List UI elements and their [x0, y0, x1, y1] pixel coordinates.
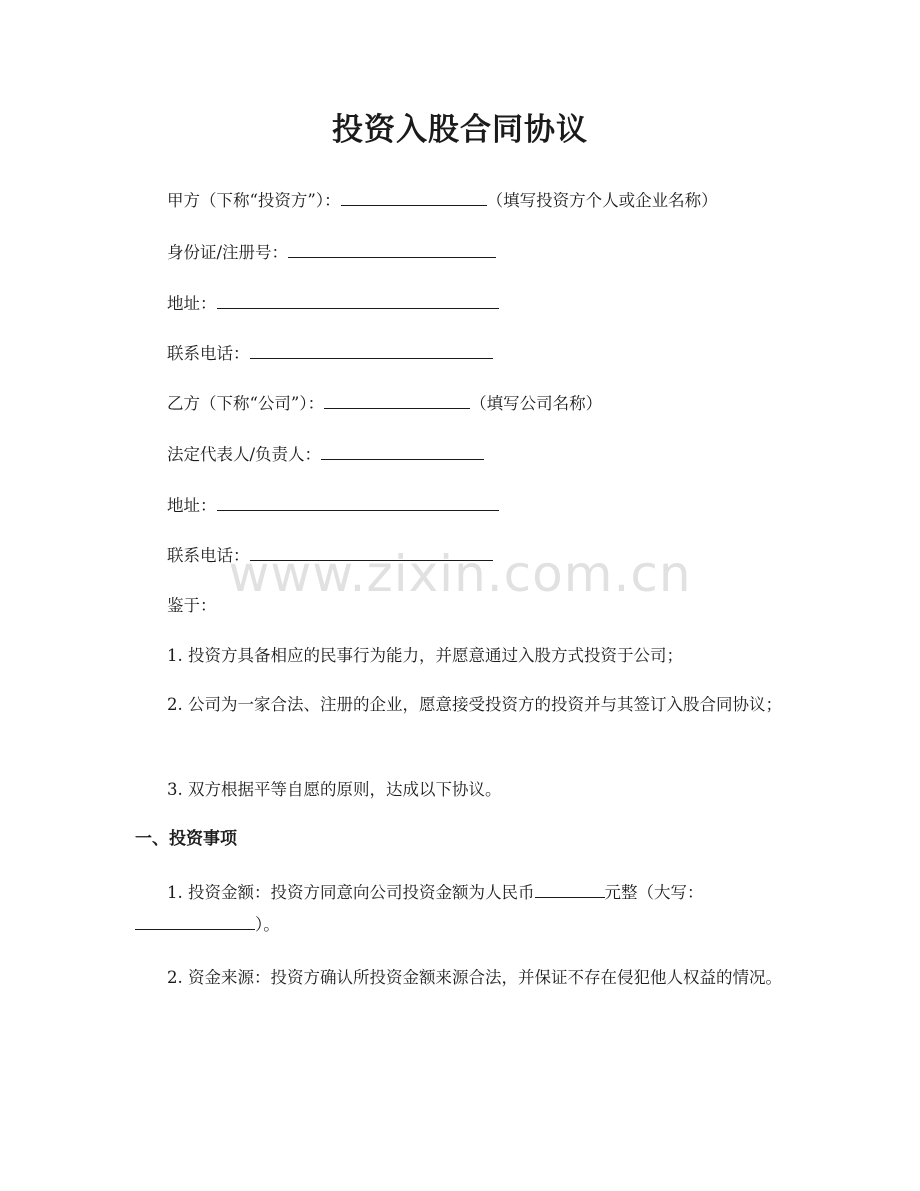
- section-1-item-1: [135, 877, 785, 941]
- party-a-id-label: 身份证/注册号：: [167, 243, 289, 262]
- section-1-heading: 一、投资事项: [135, 829, 237, 849]
- party-a-id-blank[interactable]: [288, 240, 496, 258]
- party-a-label: 甲方（下称“投资方”）：: [167, 191, 341, 210]
- party-b-address-blank[interactable]: [217, 493, 499, 511]
- party-b-address-line: [167, 493, 499, 518]
- section-1-item-2: 2. 资金来源：投资方确认所投资金额来源合法，并保证不存在侵犯他人权益的情况。: [167, 968, 782, 987]
- party-b-name-blank[interactable]: [324, 391, 470, 409]
- whereas-item-2: 2. 公司为一家合法、注册的企业，愿意接受投资方的投资并与其签订入股合同协议；: [167, 695, 782, 714]
- item-1-prefix: 1. 投资金额：投资方同意向公司投资金额为人民币: [167, 883, 535, 902]
- party-b-phone-line: [167, 543, 493, 568]
- party-a-phone-blank[interactable]: [250, 341, 493, 359]
- item-1-suffix: ）。: [255, 915, 280, 934]
- amount-blank[interactable]: [535, 880, 605, 898]
- party-b-rep-blank[interactable]: [321, 442, 484, 460]
- party-b-phone-blank[interactable]: [250, 543, 493, 561]
- party-b-address-label: 地址：: [167, 496, 217, 515]
- whereas-item-1: 1. 投资方具备相应的民事行为能力，并愿意通过入股方式投资于公司；: [167, 646, 683, 665]
- party-a-address-line: [167, 291, 499, 316]
- party-a-phone-line: [167, 341, 493, 366]
- whereas-label: 鉴于：: [167, 596, 217, 615]
- party-b-rep-label: 法定代表人/负责人：: [167, 445, 322, 464]
- document-title: 投资入股合同协议: [332, 112, 588, 148]
- party-b-rep-line: [167, 442, 484, 467]
- party-a-phone-label: 联系电话：: [167, 344, 250, 363]
- party-b-phone-label: 联系电话：: [167, 546, 250, 565]
- whereas-item-3: 3. 双方根据平等自愿的原则，达成以下协议。: [167, 780, 502, 799]
- party-b-label: 乙方（下称“公司”）：: [167, 394, 325, 413]
- party-a-id-line: [167, 240, 496, 265]
- item-1-middle: 元整（大写：: [604, 883, 704, 902]
- party-a-address-blank[interactable]: [217, 291, 499, 309]
- amount-uppercase-blank[interactable]: [135, 912, 255, 930]
- party-b-line: [167, 391, 602, 416]
- party-b-hint: （填写公司名称）: [470, 394, 603, 413]
- party-a-name-blank[interactable]: [341, 188, 487, 206]
- party-a-line: [167, 188, 718, 213]
- watermark: www.zixin.com.cn: [228, 545, 692, 603]
- party-a-hint: （填写投资方个人或企业名称）: [486, 191, 718, 210]
- party-a-address-label: 地址：: [167, 294, 217, 313]
